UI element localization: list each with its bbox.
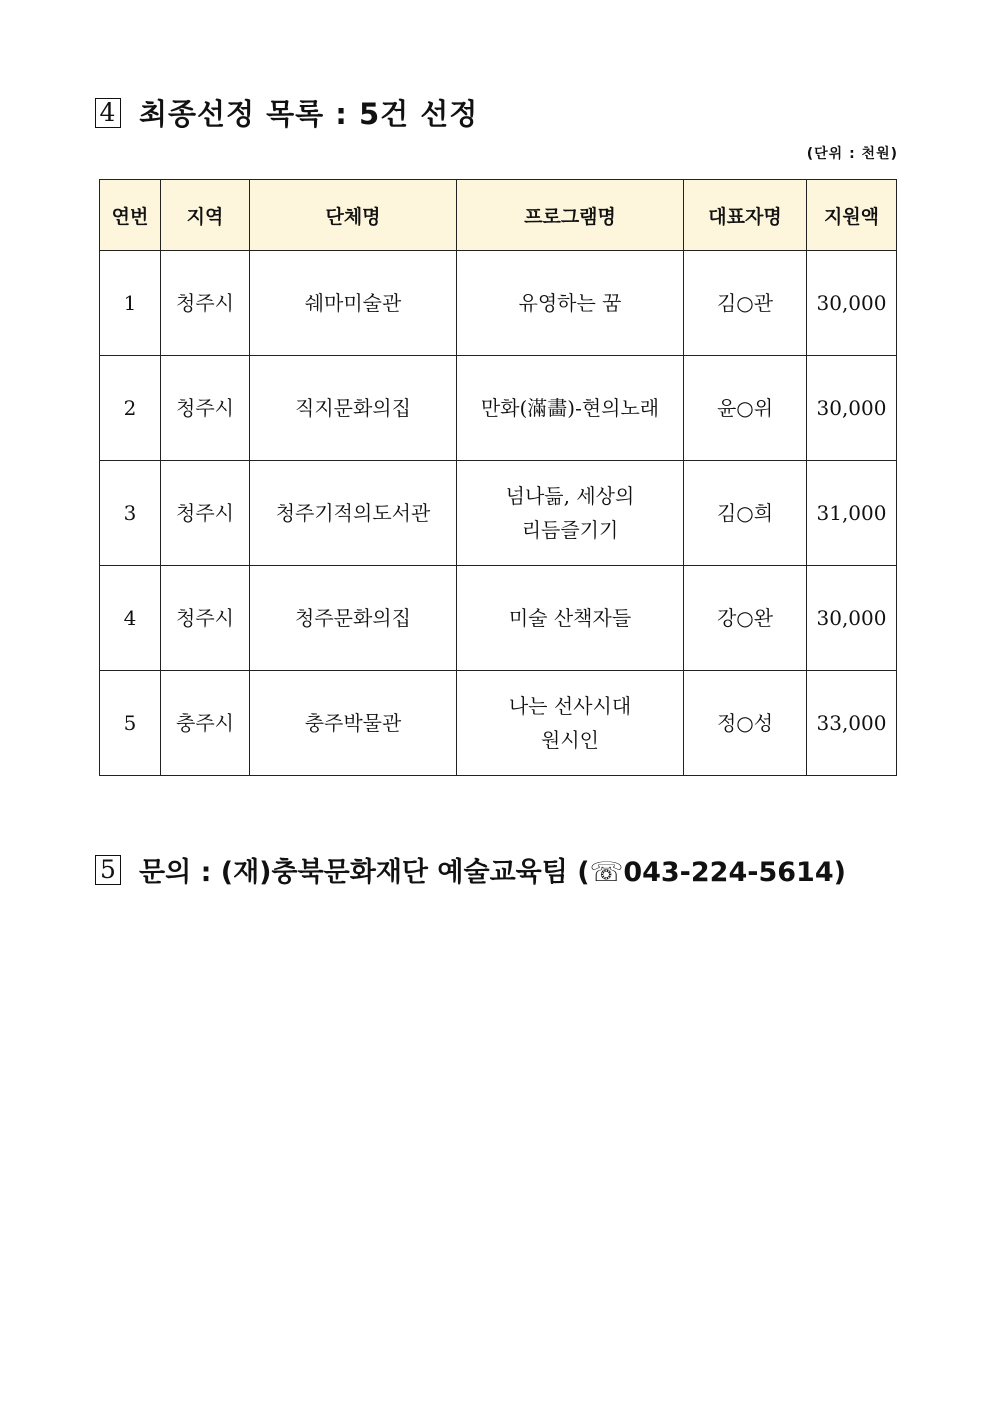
table-row bbox=[100, 566, 897, 671]
cell-program: 나는 선사시대 원시인 bbox=[457, 671, 684, 776]
cell-number: 1 bbox=[100, 251, 161, 356]
header-cell-representative: 대표자명 bbox=[684, 180, 807, 251]
cell-organization: 충주박물관 bbox=[250, 671, 457, 776]
cell-organization: 쉐마미술관 bbox=[250, 251, 457, 356]
table-row bbox=[100, 251, 897, 356]
cell-number: 5 bbox=[100, 671, 161, 776]
cell-program: 미술 산책자들 bbox=[457, 566, 684, 671]
table-row bbox=[100, 356, 897, 461]
cell-region: 충주시 bbox=[161, 671, 250, 776]
cell-amount: 33,000 bbox=[807, 671, 897, 776]
header-cell-region: 지역 bbox=[161, 180, 250, 251]
table-row bbox=[100, 671, 897, 776]
cell-program: 유영하는 꿈 bbox=[457, 251, 684, 356]
contact-text: 문의 : (재)충북문화재단 예술교육팀 (☏043-224-5614) bbox=[139, 857, 846, 888]
header-cell-organization: 단체명 bbox=[250, 180, 457, 251]
section-number-box: 4 bbox=[95, 98, 121, 128]
cell-amount: 30,000 bbox=[807, 251, 897, 356]
header-cell-number: 연번 bbox=[100, 180, 161, 251]
unit-note: (단위 : 천원) bbox=[806, 146, 898, 162]
cell-representative: 김○관 bbox=[684, 251, 807, 356]
cell-region: 청주시 bbox=[161, 461, 250, 566]
selection-table bbox=[99, 179, 897, 776]
header-cell-program: 프로그램명 bbox=[457, 180, 684, 251]
section-number-box: 5 bbox=[95, 855, 121, 885]
cell-amount: 31,000 bbox=[807, 461, 897, 566]
cell-organization: 청주기적의도서관 bbox=[250, 461, 457, 566]
cell-amount: 30,000 bbox=[807, 566, 897, 671]
cell-region: 청주시 bbox=[161, 251, 250, 356]
cell-representative: 김○희 bbox=[684, 461, 807, 566]
cell-representative: 정○성 bbox=[684, 671, 807, 776]
cell-amount: 30,000 bbox=[807, 356, 897, 461]
header-cell-amount: 지원액 bbox=[807, 180, 897, 251]
cell-number: 3 bbox=[100, 461, 161, 566]
cell-organization: 직지문화의집 bbox=[250, 356, 457, 461]
table-row bbox=[100, 461, 897, 566]
cell-region: 청주시 bbox=[161, 356, 250, 461]
cell-region: 청주시 bbox=[161, 566, 250, 671]
cell-number: 2 bbox=[100, 356, 161, 461]
section-4-heading bbox=[95, 92, 478, 133]
section-5-heading bbox=[95, 850, 846, 889]
cell-number: 4 bbox=[100, 566, 161, 671]
section-title: 최종선정 목록 : 5건 선정 bbox=[139, 97, 479, 131]
cell-organization: 청주문화의집 bbox=[250, 566, 457, 671]
cell-representative: 강○완 bbox=[684, 566, 807, 671]
table-header-row bbox=[100, 180, 897, 251]
cell-representative: 윤○위 bbox=[684, 356, 807, 461]
cell-program: 넘나듦, 세상의 리듬즐기기 bbox=[457, 461, 684, 566]
cell-program: 만화(滿畵)-현의노래 bbox=[457, 356, 684, 461]
